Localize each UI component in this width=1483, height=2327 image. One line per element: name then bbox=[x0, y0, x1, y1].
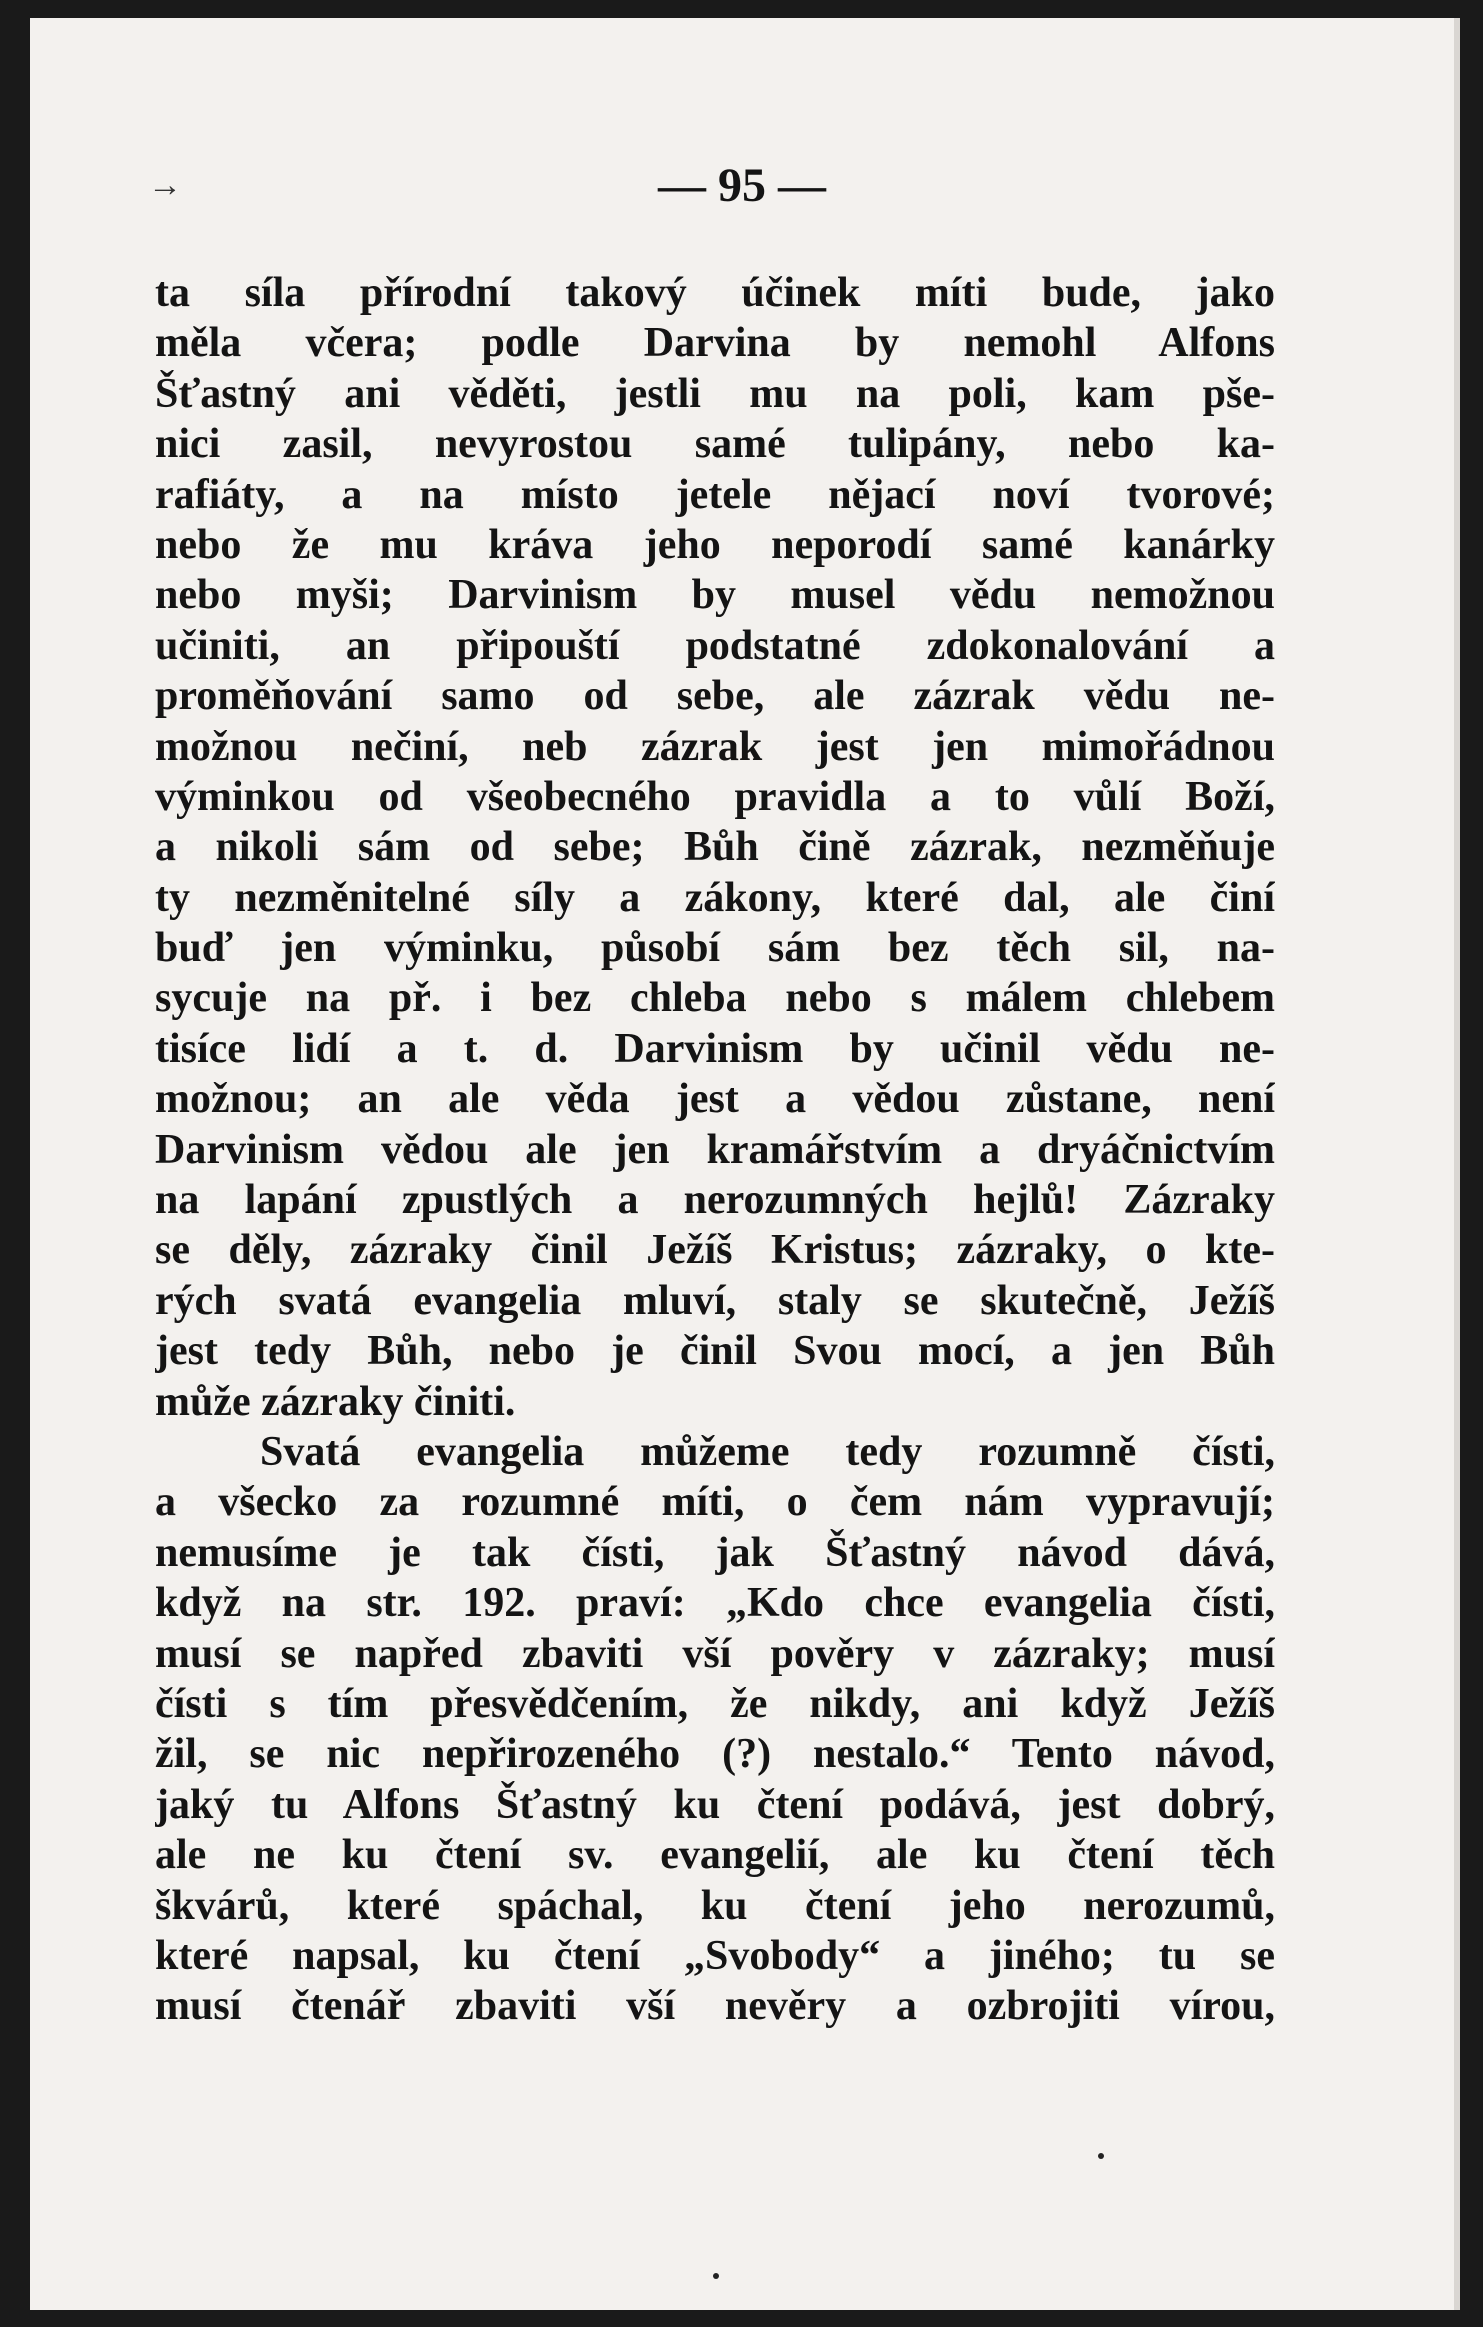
text-line: výminkou od všeobecného pravidla a to vůlí Boží, bbox=[155, 773, 1275, 820]
body-text bbox=[155, 268, 1275, 2032]
text-line: učiniti, an připouští podstatné zdokonalování a bbox=[155, 622, 1275, 669]
text-line: se děly, zázraky činil Ježíš Kristus; zázraky, o kte- bbox=[155, 1227, 1275, 1274]
text-line: sycuje na př. i bez chleba nebo s málem chlebem bbox=[155, 975, 1275, 1022]
text-line: na lapání zpustlých a nerozumných hejlů! Zázraky bbox=[155, 1177, 1275, 1224]
text-line: ty nezměnitelné síly a zákony, které dal, ale činí bbox=[155, 874, 1275, 921]
text-line: nici zasil, nevyrostou samé tulipány, nebo ka- bbox=[155, 421, 1275, 468]
text-line: čísti s tím přesvědčením, že nikdy, ani když Ježíš bbox=[155, 1680, 1275, 1727]
text-line: jest tedy Bůh, nebo je činil Svou mocí, a jen Bůh bbox=[155, 1328, 1275, 1375]
speck-mark bbox=[1098, 2153, 1104, 2159]
text-line: může zázraky činiti. bbox=[155, 1378, 516, 1425]
text-line: a všecko za rozumné míti, o čem nám vypravují; bbox=[155, 1479, 1275, 1526]
text-line: jaký tu Alfons Šťastný ku čtení podává, jest dobrý, bbox=[155, 1781, 1275, 1828]
text-line: když na str. 192. praví: „Kdo chce evangelia čísti, bbox=[155, 1580, 1275, 1627]
text-line: možnou nečiní, neb zázrak jest jen mimořádnou bbox=[155, 723, 1275, 770]
book-page bbox=[30, 18, 1460, 2310]
text-line: Šťastný ani věděti, jestli mu na poli, kam pše- bbox=[155, 370, 1275, 417]
page-number: — 95 — bbox=[658, 159, 826, 212]
text-line: buď jen výminku, působí sám bez těch sil, na- bbox=[155, 925, 1275, 972]
text-line: a nikoli sám od sebe; Bůh čině zázrak, nezměňuje bbox=[155, 824, 1275, 871]
text-line: Svatá evangelia můžeme tedy rozumně čísti, bbox=[260, 1428, 1275, 1475]
text-line: nebo myši; Darvinism by musel vědu nemožnou bbox=[155, 572, 1275, 619]
text-line: ale ne ku čtení sv. evangelií, ale ku čtení těch bbox=[155, 1832, 1275, 1879]
text-line: musí se napřed zbaviti vší pověry v zázraky; musí bbox=[155, 1630, 1275, 1677]
text-line: nebo že mu kráva jeho neporodí samé kanárky bbox=[155, 521, 1275, 568]
text-line: škvárů, které spáchal, ku čtení jeho nerozumů, bbox=[155, 1882, 1275, 1929]
text-line: tisíce lidí a t. d. Darvinism by učinil vědu ne- bbox=[155, 1025, 1275, 1072]
text-line: rafiáty, a na místo jetele nějací noví tvorové; bbox=[155, 471, 1275, 518]
text-line: nemusíme je tak čísti, jak Šťastný návod dává, bbox=[155, 1529, 1275, 1576]
text-line: možnou; an ale věda jest a vědou zůstane, není bbox=[155, 1076, 1275, 1123]
text-line: měla včera; podle Darvina by nemohl Alfons bbox=[155, 320, 1275, 367]
text-line: musí čtenář zbaviti vší nevěry a ozbrojiti vírou, bbox=[155, 1983, 1275, 2030]
speck-mark bbox=[713, 2273, 719, 2279]
text-line: proměňování samo od sebe, ale zázrak vědu ne- bbox=[155, 673, 1275, 720]
text-line: Darvinism vědou ale jen kramářstvím a dryáčnictvím bbox=[155, 1126, 1275, 1173]
text-line: ta síla přírodní takový účinek míti bude, jako bbox=[155, 270, 1275, 316]
text-line: rých svatá evangelia mluví, staly se skutečně, Ježíš bbox=[155, 1277, 1275, 1324]
corner-mark: → bbox=[148, 167, 182, 204]
text-line: žil, se nic nepřirozeného (?) nestalo.“ Tento návod, bbox=[155, 1731, 1275, 1778]
text-line: které napsal, ku čtení „Svobody“ a jiného; tu se bbox=[155, 1932, 1275, 1979]
